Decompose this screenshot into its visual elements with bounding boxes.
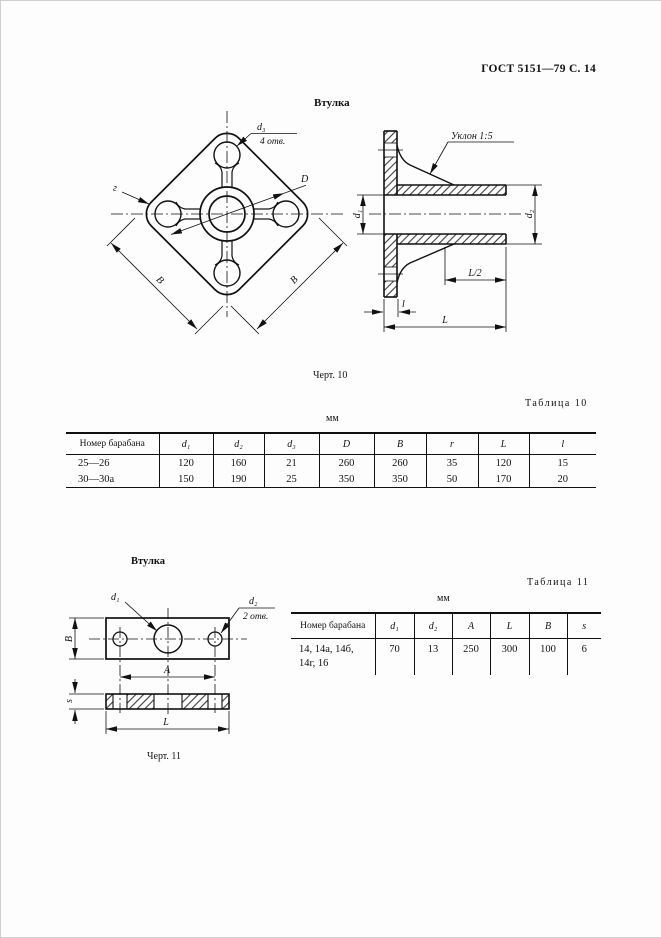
table-cell: 150 — [159, 471, 213, 488]
table10-units: мм — [326, 413, 339, 424]
col-header: D — [319, 433, 374, 455]
table-cell: 300 — [490, 639, 529, 676]
col-header: d₂ — [414, 613, 452, 639]
col-header: B — [374, 433, 426, 455]
dim-label-D: D — [301, 174, 309, 185]
figure11-caption: Черт. 11 — [147, 751, 182, 762]
col-header: Номер барабана — [291, 613, 375, 639]
table-cell: 21 — [264, 455, 319, 472]
col-header: r — [426, 433, 478, 455]
table-cell: 25 — [264, 471, 319, 488]
dim-label-d1: d₁ — [111, 592, 120, 603]
dim-label-2otv: 2 отв. — [243, 612, 269, 622]
flange-plan-view — [107, 111, 347, 334]
col-header: Номер барабана — [66, 433, 159, 455]
col-header: s — [567, 613, 601, 639]
table-row — [66, 455, 596, 472]
figure10-title: Втулка — [314, 97, 350, 109]
table-cell: 250 — [452, 639, 490, 676]
page-header: ГОСТ 5151—79 С. 14 — [481, 63, 596, 75]
dim-label-L2: L/2 — [468, 268, 482, 279]
table-cell: 25—26 — [78, 457, 110, 469]
figure11-title: Втулка — [131, 556, 166, 567]
table-cell: 120 — [478, 455, 529, 472]
col-header: d₂ — [213, 433, 264, 455]
table10-label: Таблица 10 — [525, 398, 588, 409]
table-cell: 260 — [319, 455, 374, 472]
table-row — [291, 639, 601, 676]
dim-label-d1: d₁ — [352, 209, 363, 219]
table10 — [66, 432, 596, 488]
col-header: d₃ — [264, 433, 319, 455]
dim-label-l: l — [402, 299, 405, 310]
table-cell: 6 — [567, 639, 601, 676]
table11-label: Таблица 11 — [527, 577, 590, 588]
table-cell: 120 — [159, 455, 213, 472]
table-cell: 20 — [529, 471, 596, 488]
figure10-drawing — [96, 106, 556, 351]
table11 — [291, 612, 601, 675]
table-cell: 170 — [478, 471, 529, 488]
dim-label-4otv: 4 отв. — [260, 137, 286, 147]
dim-label-A: A — [163, 665, 171, 676]
table-cell: 35 — [426, 455, 478, 472]
table11-header-row — [291, 613, 601, 639]
figure10-caption: Черт. 10 — [313, 370, 348, 381]
col-header: d₁ — [375, 613, 414, 639]
table-cell: 350 — [374, 471, 426, 488]
table-cell: 350 — [319, 471, 374, 488]
dim-label-s: s — [64, 699, 75, 703]
dim-label-L: L — [442, 315, 448, 326]
col-header: A — [452, 613, 490, 639]
table-cell: 14, 14а, 14б, 14г, 16 — [299, 644, 354, 670]
dim-label-d2: d₂ — [249, 596, 258, 607]
table-cell: 70 — [375, 639, 414, 676]
col-header: l — [529, 433, 596, 455]
dim-label-L: L — [163, 717, 169, 728]
plate-side-view — [69, 679, 229, 734]
table-cell: 30—30а — [78, 473, 115, 485]
dim-label-r: г — [113, 183, 117, 194]
dim-label-B-right: B — [288, 274, 301, 287]
table-row — [66, 471, 596, 488]
table10-header-row — [66, 433, 596, 455]
col-header: L — [490, 613, 529, 639]
table-cell: 15 — [529, 455, 596, 472]
table-cell: 160 — [213, 455, 264, 472]
col-header: L — [478, 433, 529, 455]
table-cell: 50 — [426, 471, 478, 488]
table-cell: 260 — [374, 455, 426, 472]
col-header: B — [529, 613, 567, 639]
flange-section-view — [357, 131, 542, 332]
dim-label-d2: d₂ — [524, 209, 535, 219]
table-cell: 100 — [529, 639, 567, 676]
dim-label-d3: d₃ — [257, 122, 266, 133]
table-cell: 13 — [414, 639, 452, 676]
col-header: d₁ — [159, 433, 213, 455]
table11-units: мм — [437, 593, 450, 604]
table-cell: 190 — [213, 471, 264, 488]
dim-label-B: B — [64, 635, 75, 643]
dim-label-B-left: B — [153, 274, 166, 287]
figure11-drawing — [56, 586, 306, 741]
dim-label-slope: Уклон 1:5 — [451, 131, 493, 142]
